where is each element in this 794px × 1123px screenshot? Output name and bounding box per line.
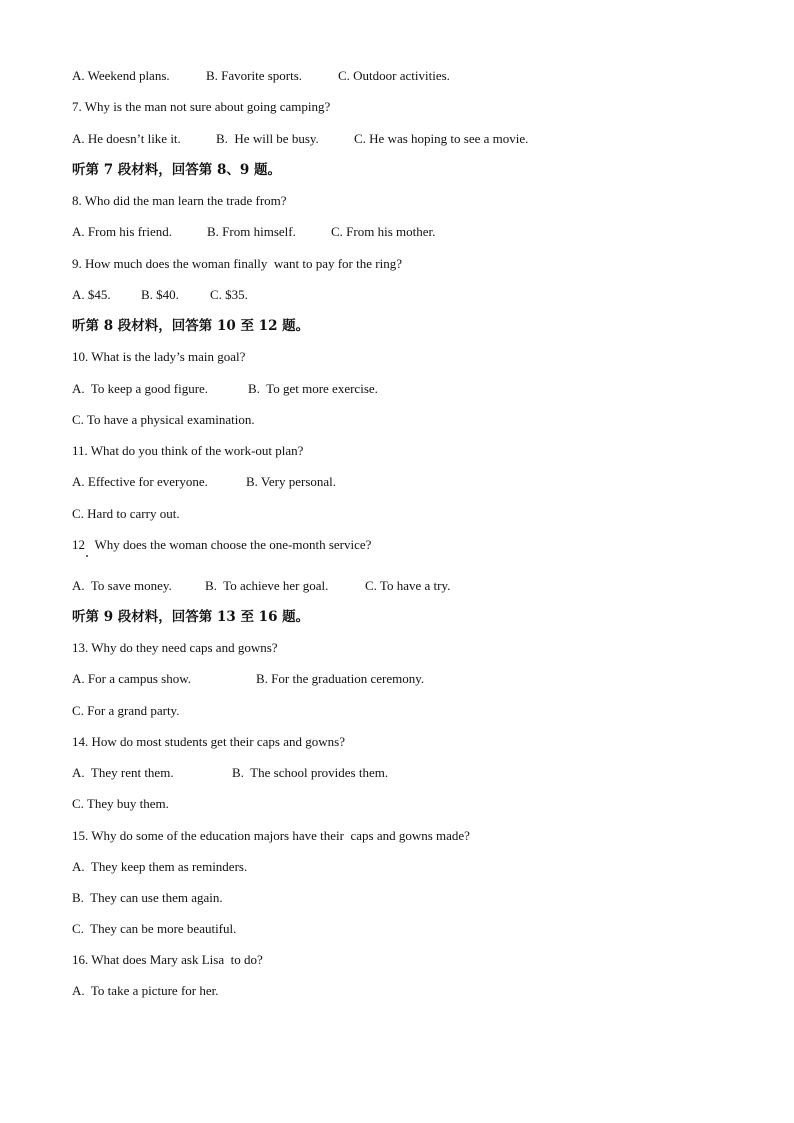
question-line: B. They can use them again. bbox=[72, 890, 223, 905]
question-line: C. They buy them. bbox=[72, 796, 169, 811]
question-line: 14. How do most students get their caps and gowns? bbox=[72, 734, 345, 749]
answer-option: A. From his friend. bbox=[72, 224, 173, 239]
question-line: 11. What do you think of the work-out plan? bbox=[72, 443, 304, 458]
question-line: 16. What does Mary ask Lisa to do? bbox=[72, 952, 263, 967]
section-heading: 听第 8 段材料，回答第 10 至 12 题。 bbox=[72, 318, 310, 334]
question-line: C. Hard to carry out. bbox=[72, 506, 180, 521]
question-line: 10. What is the lady’s main goal? bbox=[72, 349, 246, 364]
answer-option: C. $35. bbox=[210, 287, 248, 302]
answer-option: C. To have a try. bbox=[365, 578, 451, 593]
question-line: C. They can be more beautiful. bbox=[72, 921, 237, 936]
question-line: A. To take a picture for her. bbox=[72, 983, 219, 998]
answer-option: B. The school provides them. bbox=[232, 765, 389, 780]
answer-option: A. Effective for everyone. bbox=[72, 474, 208, 489]
answer-option: C. From his mother. bbox=[331, 224, 436, 239]
answer-option: B. He will be busy. bbox=[216, 131, 319, 146]
section-heading: 听第 9 段材料，回答第 13 至 16 题。 bbox=[72, 609, 310, 625]
answer-option: C. He was hoping to see a movie. bbox=[354, 131, 529, 146]
answer-option: A. To keep a good figure. bbox=[72, 381, 209, 396]
answer-option: B. To achieve her goal. bbox=[205, 578, 329, 593]
answer-option: B. From himself. bbox=[207, 224, 296, 239]
answer-option: A. To save money. bbox=[72, 578, 172, 593]
answer-option: B. Favorite sports. bbox=[206, 68, 303, 83]
question-line: C. To have a physical examination. bbox=[72, 412, 255, 427]
answer-option: B. To get more exercise. bbox=[248, 381, 378, 396]
question-line: 8. Who did the man learn the trade from? bbox=[72, 193, 287, 208]
answer-option: A. $45. bbox=[72, 287, 111, 302]
answer-option: A. Weekend plans. bbox=[72, 68, 170, 83]
answer-option: A. For a campus show. bbox=[72, 671, 192, 686]
question-line: A. They keep them as reminders. bbox=[72, 859, 248, 874]
question-line: 12 Why does the woman choose the one-month service? bbox=[72, 537, 372, 552]
stray-dot-mark bbox=[86, 555, 88, 557]
question-line: 7. Why is the man not sure about going camping? bbox=[72, 99, 331, 114]
answer-option: B. Very personal. bbox=[246, 474, 337, 489]
question-line: 9. How much does the woman finally want to pay for the ring? bbox=[72, 256, 402, 271]
question-line: 15. Why do some of the education majors have their caps and gowns made? bbox=[72, 828, 470, 843]
answer-option: A. He doesn’t like it. bbox=[72, 131, 181, 146]
answer-option: A. They rent them. bbox=[72, 765, 174, 780]
question-line: 13. Why do they need caps and gowns? bbox=[72, 640, 278, 655]
question-line: C. For a grand party. bbox=[72, 703, 180, 718]
section-heading: 听第 7 段材料，回答第 8、9 题。 bbox=[72, 162, 281, 178]
answer-option: B. $40. bbox=[141, 287, 179, 302]
answer-option: B. For the graduation ceremony. bbox=[256, 671, 425, 686]
answer-option: C. Outdoor activities. bbox=[338, 68, 450, 83]
